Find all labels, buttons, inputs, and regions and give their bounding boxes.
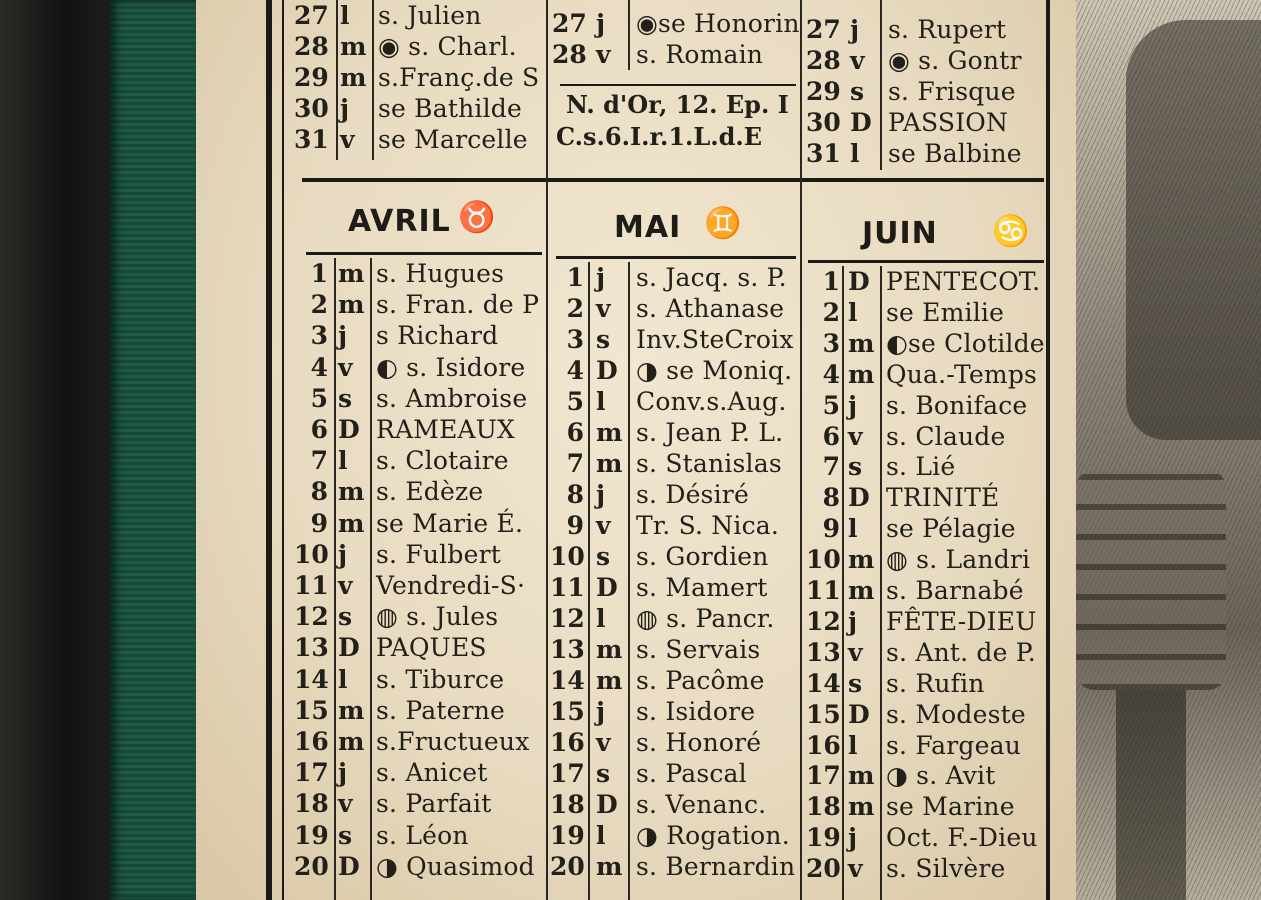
saint-name: se Marie É. [376, 508, 524, 538]
weekday-letter: j [340, 94, 350, 123]
book-binding-dark [0, 0, 110, 900]
day-number: 31 [806, 139, 841, 168]
saint-name: s. Rufin [886, 668, 985, 698]
weekday-letter: D [338, 633, 360, 663]
weekday-letter: l [338, 664, 348, 694]
day-number: 20 [806, 854, 841, 884]
day-number: 13 [806, 637, 841, 667]
saint-name: ◉se Honorin [636, 9, 800, 38]
separator-avril-saint [370, 258, 372, 900]
saint-name: s. Honoré [636, 728, 762, 757]
saint-name: s.Franç.de S [378, 63, 540, 92]
notes-rule [560, 84, 796, 86]
weekday-letter: j [596, 480, 606, 509]
book-binding-green [110, 0, 196, 900]
weekday-letter: m [340, 63, 367, 92]
saint-name: s. Mamert [636, 573, 768, 602]
weekday-letter: s [596, 759, 611, 788]
day-number: 9 [310, 508, 328, 538]
day-number: 9 [822, 514, 840, 544]
engraving-illustration [1076, 0, 1261, 900]
saint-name: s. Venanc. [636, 790, 767, 819]
saint-name: s. Claude [886, 421, 1006, 451]
weekday-letter: v [596, 294, 611, 323]
saint-name: ◉ s. Charl. [378, 32, 517, 61]
saint-name: ◍ s. Landri [886, 545, 1031, 575]
saint-name: s. Fargeau [886, 730, 1022, 760]
day-number: 1 [310, 259, 328, 288]
weekday-letter: s [596, 325, 611, 354]
day-number: 19 [550, 821, 585, 850]
saint-name: s. Romain [636, 40, 764, 69]
weekday-letter: s [596, 542, 611, 571]
weekday-letter: v [338, 571, 353, 600]
saint-name: s. Silvère [886, 854, 1006, 884]
day-number: 7 [566, 449, 584, 478]
weekday-letter: v [338, 352, 353, 382]
day-number: 2 [822, 297, 840, 327]
day-number: 6 [566, 418, 584, 447]
saint-name: ◐ s. Isidore [376, 352, 526, 382]
separator-mai-juin [800, 0, 802, 900]
day-number: 28 [806, 46, 841, 75]
weekday-letter: j [850, 15, 860, 44]
saint-name: se Emilie [886, 297, 1005, 327]
gemini-sign-icon: ♊ [704, 206, 742, 241]
saint-name: s. Athanase [636, 294, 785, 323]
saint-name: s. Tiburce [376, 664, 505, 694]
day-number: 12 [294, 602, 329, 632]
saint-name: PAQUES [376, 633, 487, 663]
day-number: 8 [310, 477, 328, 507]
weekday-letter: l [596, 604, 606, 633]
day-number: 10 [294, 539, 329, 569]
weekday-letter: j [596, 9, 606, 38]
saint-name: s. Parfait [376, 789, 492, 819]
day-number: 15 [806, 699, 841, 729]
weekday-letter: m [848, 359, 875, 389]
weekday-letter: l [848, 514, 858, 544]
weekday-letter: v [850, 46, 865, 75]
day-number: 8 [566, 480, 584, 509]
saint-name: s. Paterne [376, 695, 506, 725]
day-number: 27 [294, 1, 329, 30]
saint-name: ◑ Rogation. [636, 821, 790, 850]
saint-name: Qua.-Temps [886, 359, 1038, 389]
weekday-letter: m [338, 290, 365, 320]
weekday-letter: j [848, 390, 858, 420]
day-number: 15 [294, 695, 329, 725]
saint-name: s. Modeste [886, 699, 1026, 729]
saint-name: s. Bernardin [636, 852, 796, 881]
saint-name: ◉ s. Gontr [888, 46, 1022, 75]
weekday-letter: m [596, 635, 623, 664]
saint-name: s. Clotaire [376, 446, 509, 476]
weekday-letter: m [340, 32, 367, 61]
weekday-letter: j [596, 263, 606, 292]
saint-name: PASSION [888, 108, 1009, 137]
weekday-letter: l [850, 139, 860, 168]
saint-name: s. Frisque [888, 77, 1016, 106]
weekday-letter: D [596, 356, 618, 385]
day-number: 3 [822, 328, 840, 358]
day-number: 19 [806, 823, 841, 853]
day-number: 14 [550, 666, 585, 695]
saint-name: s. Lié [886, 452, 956, 482]
weekday-letter: v [338, 789, 353, 819]
day-number: 31 [294, 125, 329, 154]
engraving-barrel [1076, 470, 1226, 690]
weekday-letter: l [848, 297, 858, 327]
day-number: 13 [550, 635, 585, 664]
day-number: 7 [310, 446, 328, 476]
saint-name: RAMEAUX [376, 415, 516, 444]
saint-name: s. Ant. de P. [886, 637, 1036, 667]
separator-mai-wd [588, 262, 590, 900]
saint-name: Oct. F.-Dieu [886, 823, 1038, 853]
saint-name: s. Fran. de P [376, 290, 540, 320]
day-number: 3 [310, 321, 328, 351]
day-number: 5 [822, 390, 840, 420]
weekday-letter: v [596, 511, 611, 540]
weekday-letter: m [848, 545, 875, 575]
day-number: 27 [806, 15, 841, 44]
weekday-letter: m [848, 328, 875, 358]
separator-prev-c [628, 0, 630, 70]
saint-name: s. Jean P. L. [636, 418, 784, 447]
saint-name: ◑ s. Avit [886, 761, 996, 791]
month-title-avril: AVRIL [348, 204, 451, 239]
day-number: 1 [566, 263, 584, 292]
weekday-letter: l [338, 446, 348, 476]
weekday-letter: j [338, 321, 348, 351]
weekday-letter: s [848, 452, 863, 482]
weekday-letter: j [596, 697, 606, 726]
day-number: 2 [566, 294, 584, 323]
weekday-letter: l [596, 821, 606, 850]
day-number: 9 [566, 511, 584, 540]
day-number: 27 [552, 9, 587, 38]
weekday-letter: j [848, 606, 858, 636]
day-number: 30 [806, 108, 841, 137]
saint-name: TRINITÉ [886, 483, 1000, 513]
weekday-letter: D [338, 851, 360, 881]
weekday-letter: s [338, 602, 353, 632]
weekday-letter: D [338, 415, 360, 444]
day-number: 10 [806, 545, 841, 575]
saint-name: s. Désiré [636, 480, 749, 509]
weekday-letter: j [848, 823, 858, 853]
saint-name: s. Ambroise [376, 383, 528, 413]
day-number: 5 [310, 383, 328, 413]
saint-name: Conv.s.Aug. [636, 387, 787, 416]
day-number: 4 [310, 352, 328, 382]
saint-name: ◐se Clotilde [886, 328, 1045, 358]
weekday-letter: v [596, 728, 611, 757]
saint-name: s. Pascal [636, 759, 747, 788]
day-number: 16 [806, 730, 841, 760]
weekday-letter: D [848, 483, 870, 513]
saint-name: se Pélagie [886, 514, 1016, 544]
day-number: 5 [566, 387, 584, 416]
saint-name: Inv.SteCroix [636, 325, 794, 354]
separator-juin-saint [880, 266, 882, 900]
saint-name: PENTECOT. [886, 267, 1041, 296]
day-number: 12 [550, 604, 585, 633]
day-number: 4 [822, 359, 840, 389]
day-number: 7 [822, 452, 840, 482]
day-number: 1 [822, 267, 840, 296]
weekday-letter: m [338, 477, 365, 507]
engraving-figure [1126, 20, 1261, 440]
saint-name: s. Isidore [636, 697, 756, 726]
saint-name: s. Jacq. s. P. [636, 263, 787, 292]
weekday-letter: s [338, 820, 353, 850]
day-number: 20 [550, 852, 585, 881]
separator-mai-saint [628, 262, 630, 900]
day-number: 17 [806, 761, 841, 791]
day-number: 17 [550, 759, 585, 788]
taurus-sign-icon: ♉ [458, 200, 496, 235]
weekday-letter: m [596, 666, 623, 695]
weekday-letter: v [848, 854, 863, 884]
day-number: 6 [822, 421, 840, 451]
day-number: 16 [294, 727, 329, 756]
weekday-letter: D [848, 699, 870, 729]
weekday-letter: j [338, 758, 348, 788]
day-number: 4 [566, 356, 584, 385]
month-title-juin: JUIN [862, 216, 938, 251]
saint-name: ◑ Quasimod [376, 851, 535, 881]
cancer-sign-icon: ♋ [992, 214, 1030, 249]
saint-name: se Marcelle [378, 125, 528, 154]
saint-name: s. Barnabé [886, 576, 1024, 605]
saint-name: s. Edèze [376, 477, 484, 507]
saint-name: se Balbine [888, 139, 1022, 168]
separator-juin-wd [842, 266, 844, 900]
saint-name: s. Julien [378, 1, 482, 30]
day-number: 20 [294, 851, 329, 881]
saint-name: s. Fulbert [376, 539, 501, 569]
page-border-left [266, 0, 272, 900]
block-divider [302, 178, 1044, 182]
header-underline-avril [306, 252, 542, 255]
weekday-letter: m [596, 852, 623, 881]
day-number: 2 [310, 290, 328, 320]
weekday-letter: s [850, 77, 865, 106]
page-border-left-thin [282, 0, 284, 900]
day-number: 10 [550, 542, 585, 571]
weekday-letter: m [596, 449, 623, 478]
weekday-letter: s [848, 668, 863, 698]
header-underline-juin [808, 260, 1044, 263]
weekday-letter: m [338, 727, 365, 756]
header-underline-mai [556, 256, 796, 259]
saint-name: s. Hugues [376, 259, 505, 288]
saint-name: s. Gordien [636, 542, 769, 571]
day-number: 11 [806, 576, 841, 605]
saint-name: se Bathilde [378, 94, 522, 123]
day-number: 14 [294, 664, 329, 694]
day-number: 16 [550, 728, 585, 757]
day-number: 14 [806, 668, 841, 698]
weekday-letter: m [338, 508, 365, 538]
day-number: 19 [294, 820, 329, 850]
saint-name: s.Fructueux [376, 727, 530, 756]
day-number: 11 [550, 573, 585, 602]
computus-note: C.s.6.I.r.1.L.d.E [556, 122, 763, 151]
weekday-letter: m [848, 576, 875, 605]
weekday-letter: m [848, 761, 875, 791]
weekday-letter: m [848, 792, 875, 822]
saint-name: FÊTE-DIEU [886, 606, 1037, 636]
day-number: 3 [566, 325, 584, 354]
weekday-letter: v [340, 125, 355, 154]
weekday-letter: D [596, 790, 618, 819]
day-number: 18 [806, 792, 841, 822]
separator-prev-d [880, 0, 882, 170]
day-number: 15 [550, 697, 585, 726]
day-number: 28 [294, 32, 329, 61]
day-number: 29 [806, 77, 841, 106]
day-number: 8 [822, 483, 840, 513]
page-border-right [1046, 0, 1050, 900]
saint-name: s. Boniface [886, 390, 1028, 420]
day-number: 6 [310, 415, 328, 444]
engraving-post [1116, 690, 1186, 900]
saint-name: s Richard [376, 321, 499, 351]
weekday-letter: j [338, 539, 348, 569]
day-number: 30 [294, 94, 329, 123]
saint-name: s. Anicet [376, 758, 488, 788]
weekday-letter: v [596, 40, 611, 69]
saint-name: ◑ se Moniq. [636, 356, 793, 385]
saint-name: s. Rupert [888, 15, 1007, 44]
day-number: 13 [294, 633, 329, 663]
golden-number-note: N. d'Or, 12. Ep. I [566, 90, 789, 119]
day-number: 18 [294, 789, 329, 819]
weekday-letter: l [848, 730, 858, 760]
separator-avril-wd [334, 258, 336, 900]
saint-name: Vendredi-S· [376, 571, 526, 600]
weekday-letter: v [848, 637, 863, 667]
separator-avril-mai [546, 0, 548, 900]
weekday-letter: m [338, 695, 365, 725]
saint-name: s. Servais [636, 635, 761, 664]
weekday-letter: l [596, 387, 606, 416]
weekday-letter: D [850, 108, 872, 137]
weekday-letter: l [340, 1, 350, 30]
weekday-letter: m [338, 259, 365, 288]
saint-name: Tr. S. Nica. [636, 511, 780, 540]
saint-name: s. Pacôme [636, 666, 765, 695]
weekday-letter: D [848, 267, 870, 296]
saint-name: ◍ s. Jules [376, 602, 499, 632]
day-number: 18 [550, 790, 585, 819]
weekday-letter: m [596, 418, 623, 447]
day-number: 12 [806, 606, 841, 636]
saint-name: s. Léon [376, 820, 469, 850]
saint-name: se Marine [886, 792, 1015, 822]
day-number: 17 [294, 758, 329, 788]
day-number: 29 [294, 63, 329, 92]
separator-prev-a [336, 0, 338, 160]
separator-prev-b [372, 0, 374, 160]
weekday-letter: D [596, 573, 618, 602]
day-number: 28 [552, 40, 587, 69]
saint-name: ◍ s. Pancr. [636, 604, 775, 633]
weekday-letter: v [848, 421, 863, 451]
month-title-mai: MAI [614, 210, 682, 245]
weekday-letter: s [338, 383, 353, 413]
saint-name: s. Stanislas [636, 449, 782, 478]
day-number: 11 [294, 571, 329, 600]
